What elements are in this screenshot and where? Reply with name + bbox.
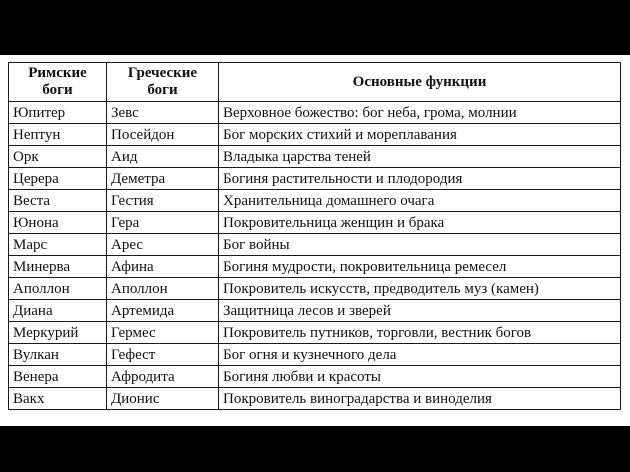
greek-god-cell: Гера	[107, 212, 219, 234]
table-row	[9, 212, 621, 234]
greek-god-cell: Аид	[107, 146, 219, 168]
greek-god-cell: Посейдон	[107, 124, 219, 146]
header-roman-line-2: боги	[42, 82, 73, 98]
table-row	[9, 388, 621, 410]
roman-god-cell: Меркурий	[9, 322, 107, 344]
function-cell: Защитница лесов и зверей	[219, 300, 621, 322]
function-cell: Хранительница домашнего очага	[219, 190, 621, 212]
function-cell: Бог войны	[219, 234, 621, 256]
table-row	[9, 146, 621, 168]
greek-god-cell: Аполлон	[107, 278, 219, 300]
roman-god-cell: Юпитер	[9, 102, 107, 124]
roman-god-cell: Церера	[9, 168, 107, 190]
greek-god-cell: Деметра	[107, 168, 219, 190]
greek-god-cell: Афродита	[107, 366, 219, 388]
function-cell: Покровитель искусств, предводитель муз (камен)	[219, 278, 621, 300]
greek-god-cell: Арес	[107, 234, 219, 256]
header-greek-gods	[107, 63, 219, 102]
function-cell: Богиня мудрости, покровительница ремесел	[219, 256, 621, 278]
gods-table	[8, 62, 621, 410]
table-row	[9, 256, 621, 278]
table-row	[9, 190, 621, 212]
greek-god-cell: Зевс	[107, 102, 219, 124]
greek-god-cell: Гестия	[107, 190, 219, 212]
header-roman-line-1: Римские	[28, 65, 87, 81]
table-row	[9, 344, 621, 366]
roman-god-cell: Вакх	[9, 388, 107, 410]
roman-god-cell: Веста	[9, 190, 107, 212]
greek-god-cell: Афина	[107, 256, 219, 278]
roman-god-cell: Нептун	[9, 124, 107, 146]
roman-god-cell: Минерва	[9, 256, 107, 278]
function-cell: Покровительница женщин и брака	[219, 212, 621, 234]
greek-god-cell: Артемида	[107, 300, 219, 322]
header-greek-line-1: Греческие	[127, 65, 198, 81]
header-row	[9, 63, 621, 102]
function-cell: Богиня любви и красоты	[219, 366, 621, 388]
header-greek-line-2: боги	[147, 82, 178, 98]
roman-god-cell: Венера	[9, 366, 107, 388]
table-row	[9, 234, 621, 256]
table-row	[9, 124, 621, 146]
roman-god-cell: Вулкан	[9, 344, 107, 366]
greek-god-cell: Гермес	[107, 322, 219, 344]
greek-god-cell: Дионис	[107, 388, 219, 410]
table-row	[9, 102, 621, 124]
document-sheet	[0, 55, 630, 426]
table-row	[9, 278, 621, 300]
header-functions: Основные функции	[219, 63, 621, 102]
roman-god-cell: Юнона	[9, 212, 107, 234]
roman-god-cell: Марс	[9, 234, 107, 256]
function-cell: Покровитель путников, торговли, вестник богов	[219, 322, 621, 344]
roman-god-cell: Орк	[9, 146, 107, 168]
greek-god-cell: Гефест	[107, 344, 219, 366]
table-body	[9, 102, 621, 410]
function-cell: Верховное божество: бог неба, грома, молнии	[219, 102, 621, 124]
function-cell: Бог морских стихий и мореплавания	[219, 124, 621, 146]
roman-god-cell: Аполлон	[9, 278, 107, 300]
function-cell: Покровитель виноградарства и виноделия	[219, 388, 621, 410]
table-row	[9, 168, 621, 190]
table-row	[9, 322, 621, 344]
header-roman-gods	[9, 63, 107, 102]
roman-god-cell: Диана	[9, 300, 107, 322]
table-row	[9, 366, 621, 388]
table-row	[9, 300, 621, 322]
function-cell: Владыка царства теней	[219, 146, 621, 168]
function-cell: Бог огня и кузнечного дела	[219, 344, 621, 366]
function-cell: Богиня растительности и плодородия	[219, 168, 621, 190]
